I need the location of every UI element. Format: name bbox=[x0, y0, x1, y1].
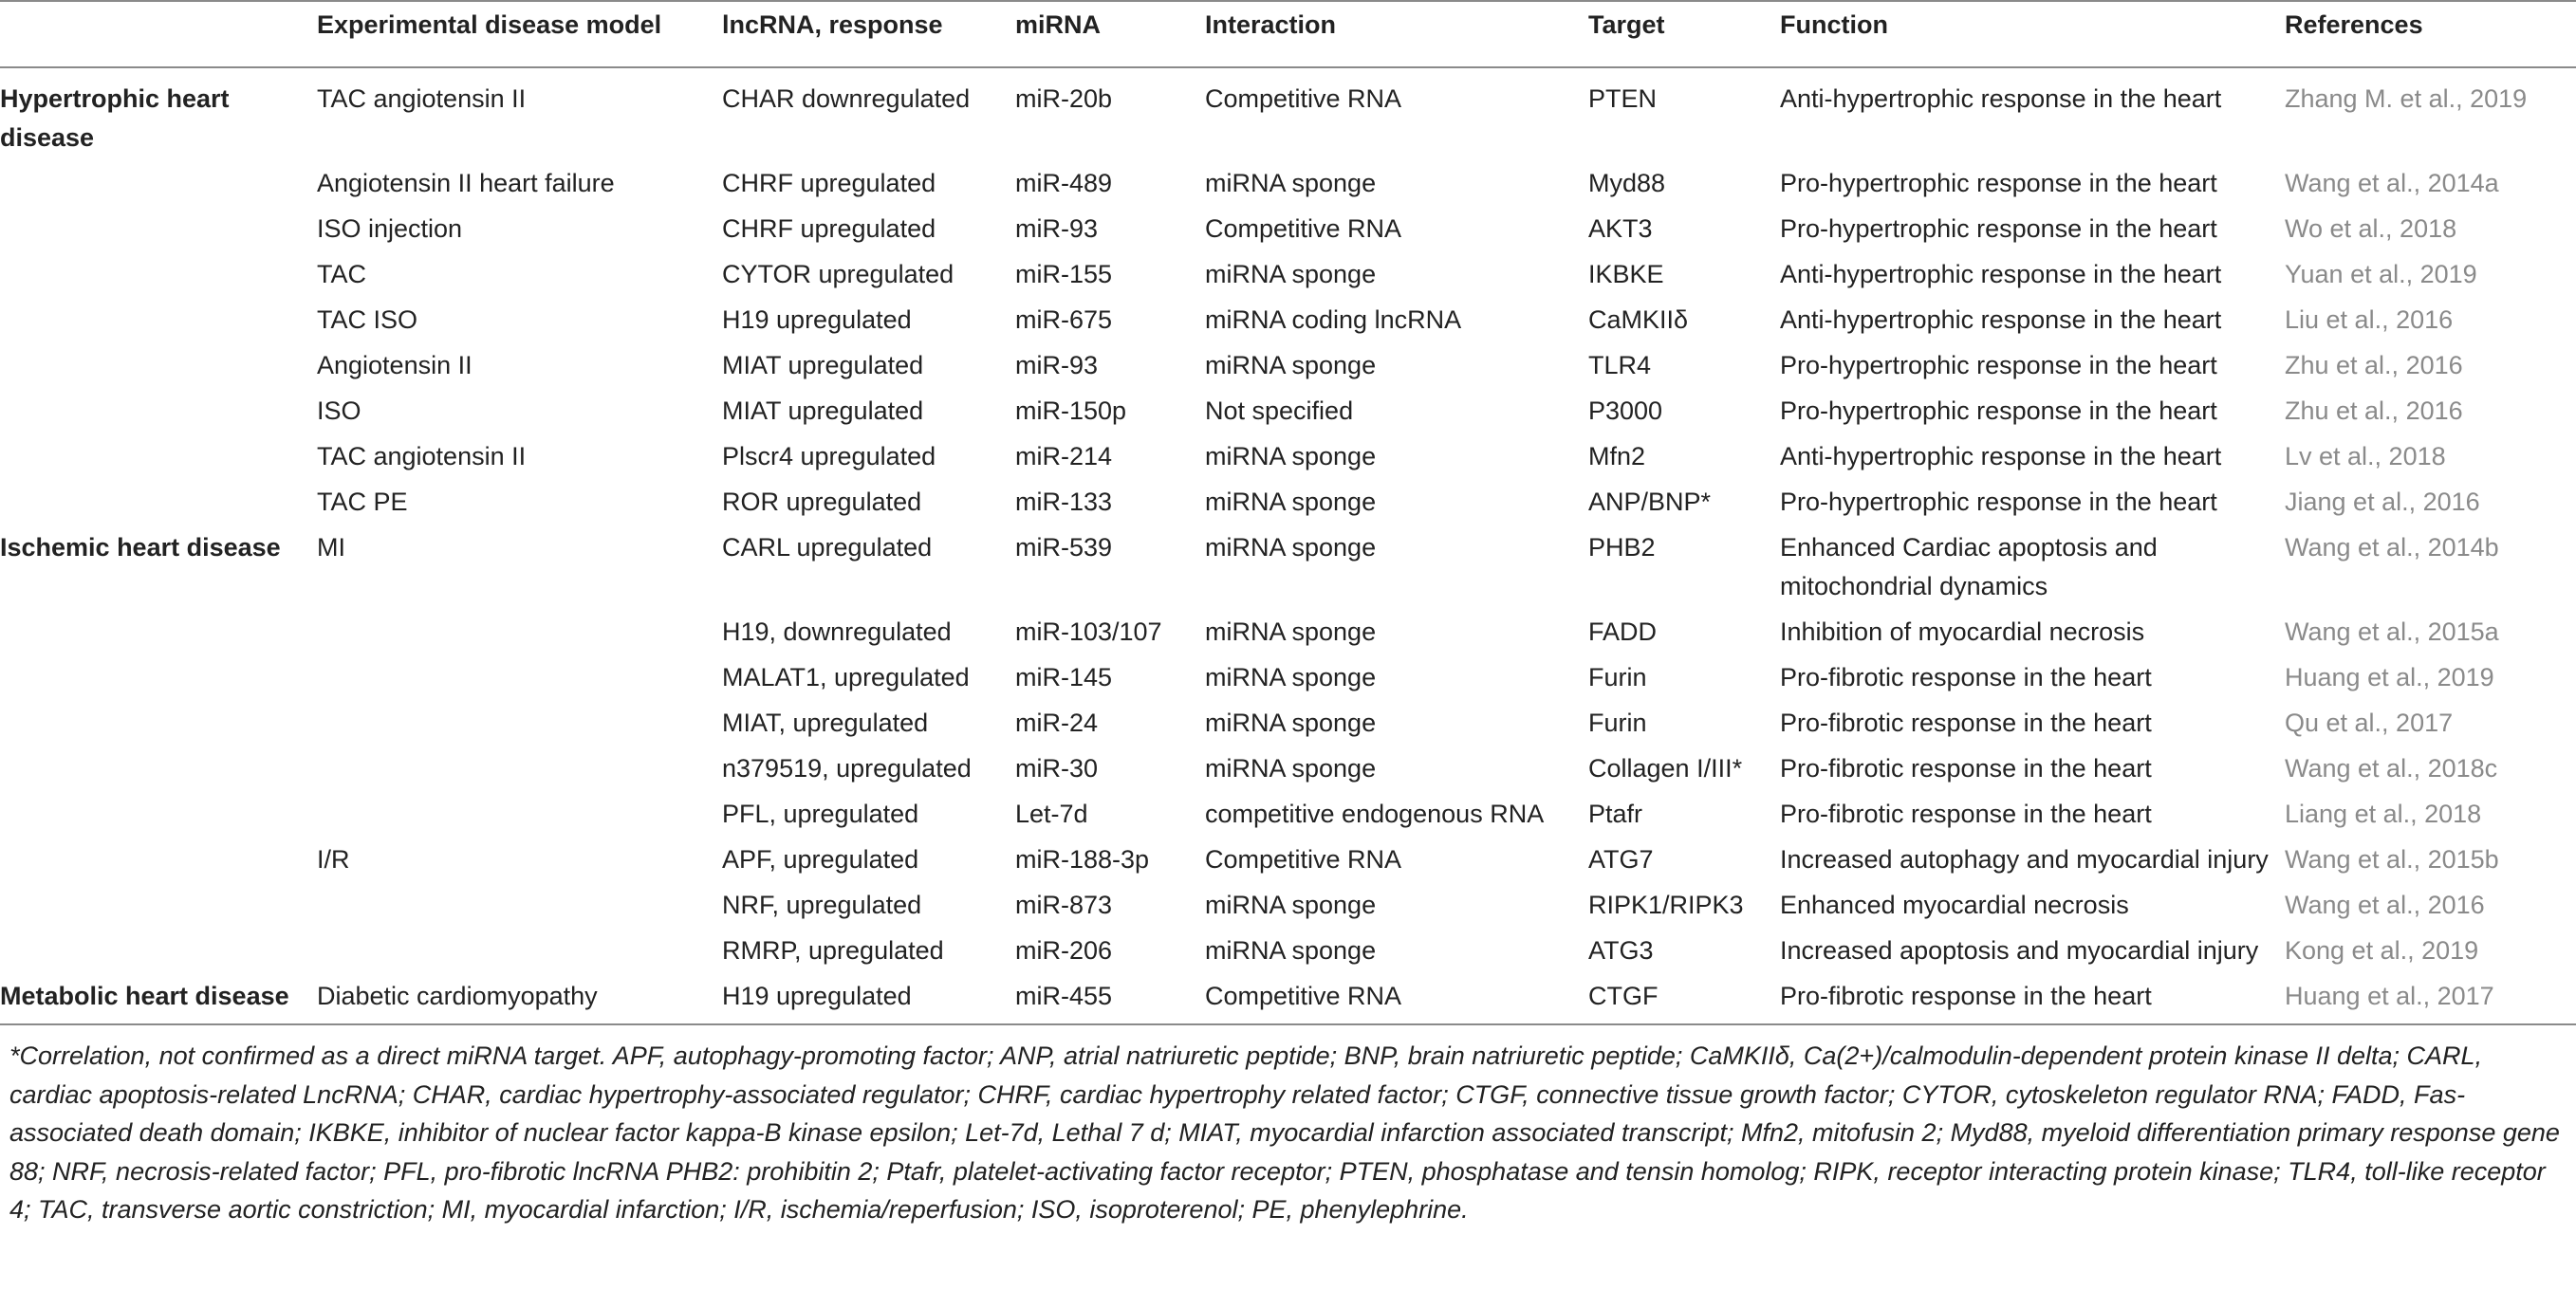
mirna-cell: miR-188-3p bbox=[1015, 845, 1150, 874]
target-cell: PTEN bbox=[1588, 84, 1658, 113]
table-row bbox=[0, 972, 2576, 1024]
mirna-cell: miR-103/107 bbox=[1015, 617, 1162, 646]
target-cell: TLR4 bbox=[1588, 351, 1652, 379]
interaction-cell: competitive endogenous RNA bbox=[1205, 800, 1545, 828]
model-cell bbox=[317, 790, 722, 836]
table-row bbox=[0, 524, 2576, 608]
group-cell: Hypertrophic heart disease bbox=[0, 84, 230, 152]
lncrna-cell: n379519, upregulated bbox=[722, 754, 972, 783]
lncrna-mirna-table bbox=[0, 6, 2576, 1025]
interaction-cell: Not specified bbox=[1205, 396, 1354, 425]
col-header-model: Experimental disease model bbox=[317, 6, 722, 67]
table-row bbox=[0, 387, 2576, 433]
reference-link[interactable]: Wang et al., 2015a bbox=[2285, 617, 2499, 646]
target-cell: Myd88 bbox=[1588, 169, 1666, 197]
table-row bbox=[0, 205, 2576, 250]
mirna-cell: miR-24 bbox=[1015, 709, 1099, 737]
group-cell bbox=[0, 341, 317, 387]
model-cell: TAC angiotensin II bbox=[317, 442, 527, 470]
interaction-cell: miRNA sponge bbox=[1205, 533, 1377, 562]
col-header-target: Target bbox=[1588, 6, 1780, 67]
group-cell bbox=[0, 654, 317, 699]
interaction-cell: miRNA sponge bbox=[1205, 351, 1377, 379]
group-cell bbox=[0, 790, 317, 836]
target-cell: RIPK1/RIPK3 bbox=[1588, 891, 1744, 919]
group-cell bbox=[0, 608, 317, 654]
function-cell: Anti-hypertrophic response in the heart bbox=[1780, 442, 2222, 470]
group-cell bbox=[0, 250, 317, 296]
reference-link[interactable]: Wang et al., 2015b bbox=[2285, 845, 2499, 874]
reference-link[interactable]: Zhang M. et al., 2019 bbox=[2285, 84, 2528, 113]
group-cell bbox=[0, 699, 317, 745]
interaction-cell: Competitive RNA bbox=[1205, 84, 1402, 113]
reference-link[interactable]: Lv et al., 2018 bbox=[2285, 442, 2446, 470]
function-cell: Pro-fibrotic response in the heart bbox=[1780, 663, 2152, 691]
model-cell: TAC PE bbox=[317, 488, 408, 516]
reference-link[interactable]: Yuan et al., 2019 bbox=[2285, 260, 2477, 288]
function-cell: Anti-hypertrophic response in the heart bbox=[1780, 305, 2222, 334]
mirna-cell: miR-489 bbox=[1015, 169, 1113, 197]
lncrna-cell: PFL, upregulated bbox=[722, 800, 919, 828]
mirna-cell: miR-539 bbox=[1015, 533, 1113, 562]
group-cell bbox=[0, 836, 317, 881]
target-cell: PHB2 bbox=[1588, 533, 1656, 562]
col-header-mirna: miRNA bbox=[1015, 6, 1205, 67]
table-row bbox=[0, 250, 2576, 296]
function-cell: Increased apoptosis and myocardial injury bbox=[1780, 936, 2259, 965]
lncrna-cell: CHAR downregulated bbox=[722, 84, 971, 113]
group-cell bbox=[0, 387, 317, 433]
function-cell: Enhanced Cardiac apoptosis and mitochondrial dynamics bbox=[1780, 533, 2158, 600]
lncrna-cell: ROR upregulated bbox=[722, 488, 922, 516]
reference-link[interactable]: Wang et al., 2014b bbox=[2285, 533, 2499, 562]
model-cell: Angiotensin II bbox=[317, 351, 473, 379]
model-cell: I/R bbox=[317, 845, 350, 874]
function-cell: Pro-hypertrophic response in the heart bbox=[1780, 351, 2217, 379]
target-cell: P3000 bbox=[1588, 396, 1663, 425]
top-rule bbox=[0, 0, 2576, 2]
table-row bbox=[0, 341, 2576, 387]
function-cell: Pro-fibrotic response in the heart bbox=[1780, 800, 2152, 828]
reference-link[interactable]: Huang et al., 2017 bbox=[2285, 972, 2576, 1024]
function-cell: Anti-hypertrophic response in the heart bbox=[1780, 84, 2222, 113]
lncrna-cell: CYTOR upregulated bbox=[722, 260, 954, 288]
group-cell bbox=[0, 205, 317, 250]
reference-link[interactable]: Qu et al., 2017 bbox=[2285, 709, 2454, 737]
model-cell: TAC angiotensin II bbox=[317, 84, 527, 113]
target-cell: Furin bbox=[1588, 663, 1647, 691]
lncrna-cell: MIAT upregulated bbox=[722, 351, 924, 379]
table-row bbox=[0, 608, 2576, 654]
table-row bbox=[0, 699, 2576, 745]
interaction-cell: miRNA sponge bbox=[1205, 169, 1377, 197]
function-cell: Enhanced myocardial necrosis bbox=[1780, 891, 2129, 919]
function-cell: Pro-fibrotic response in the heart bbox=[1780, 972, 2285, 1024]
table-footnote: *Correlation, not confirmed as a direct miRNA target. APF, autophagy-promoting factor; ANP, atrial natriuretic peptide; BNP, brain natriuretic peptide; CaMKIIδ, Ca(2+)/calmodulin-dependent protein kinase II delta; CARL, cardiac apoptosis-related LncRNA; CHAR, cardiac hypertrophy-associated regulator; CHRF, cardiac hypertrophy related factor; CTGF, connective tissue growth factor; CYTOR, cytoskeleton regulator RNA; FADD, Fas-associated death domain; IKBKE, inhibitor of nuclear factor kappa-B kinase epsilon; Let-7d, Lethal 7 d; MIAT, myocardial infarction associated transcript; Mfn2, mitofusin 2; Myd88, myeloid differentiation primary response gene 88; NRF, necrosis-related factor; PFL, pro-fibrotic lncRNA PHB2: prohibitin 2; Ptafr, platelet-activating factor receptor; PTEN, phosphatase and tensin homolog; RIPK, receptor interacting protein kinase; TLR4, toll-like receptor 4; TAC, transverse aortic constriction; MI, myocardial infarction; I/R, ischemia/reperfusion; ISO, isoproterenol; PE, phenylephrine. bbox=[9, 1041, 2560, 1224]
model-cell bbox=[317, 654, 722, 699]
interaction-cell: miRNA sponge bbox=[1205, 936, 1377, 965]
model-cell: Angiotensin II heart failure bbox=[317, 169, 615, 197]
reference-link[interactable]: Liang et al., 2018 bbox=[2285, 800, 2482, 828]
group-cell bbox=[0, 433, 317, 478]
interaction-cell: Competitive RNA bbox=[1205, 845, 1402, 874]
interaction-cell: Competitive RNA bbox=[1205, 214, 1402, 243]
table-row bbox=[0, 159, 2576, 205]
mirna-cell: miR-206 bbox=[1015, 936, 1113, 965]
table-row bbox=[0, 927, 2576, 972]
col-header-function: Function bbox=[1780, 6, 2285, 67]
function-cell: Pro-hypertrophic response in the heart bbox=[1780, 488, 2217, 516]
lncrna-cell: Plscr4 upregulated bbox=[722, 442, 936, 470]
col-header-lncrna: lncRNA, response bbox=[722, 6, 1015, 67]
function-cell: Pro-hypertrophic response in the heart bbox=[1780, 396, 2217, 425]
group-cell bbox=[0, 745, 317, 790]
function-cell: Pro-hypertrophic response in the heart bbox=[1780, 169, 2217, 197]
target-cell: ATG7 bbox=[1588, 845, 1654, 874]
table-row bbox=[0, 433, 2576, 478]
table-row bbox=[0, 67, 2576, 159]
target-cell: IKBKE bbox=[1588, 260, 1664, 288]
lncrna-cell: H19 upregulated bbox=[722, 972, 1015, 1024]
group-cell: Ischemic heart disease bbox=[0, 533, 281, 562]
mirna-cell: miR-145 bbox=[1015, 663, 1113, 691]
function-cell: Pro-fibrotic response in the heart bbox=[1780, 754, 2152, 783]
model-cell: TAC bbox=[317, 260, 366, 288]
group-cell bbox=[0, 881, 317, 927]
mirna-cell: miR-214 bbox=[1015, 442, 1113, 470]
group-cell bbox=[0, 927, 317, 972]
mirna-cell: miR-155 bbox=[1015, 260, 1113, 288]
target-cell: Furin bbox=[1588, 709, 1647, 737]
target-cell: FADD bbox=[1588, 617, 1658, 646]
lncrna-cell: MIAT upregulated bbox=[722, 396, 924, 425]
interaction-cell: miRNA coding lncRNA bbox=[1205, 305, 1462, 334]
model-cell bbox=[317, 745, 722, 790]
target-cell: AKT3 bbox=[1588, 214, 1653, 243]
table-row bbox=[0, 790, 2576, 836]
lncrna-cell: CARL upregulated bbox=[722, 533, 933, 562]
group-cell bbox=[0, 296, 317, 341]
lncrna-cell: H19 upregulated bbox=[722, 305, 912, 334]
interaction-cell: miRNA sponge bbox=[1205, 709, 1377, 737]
header-row bbox=[0, 6, 2576, 67]
target-cell: CTGF bbox=[1588, 972, 1780, 1024]
reference-link[interactable]: Wang et al., 2014a bbox=[2285, 169, 2499, 197]
table-body bbox=[0, 67, 2576, 1024]
interaction-cell: miRNA sponge bbox=[1205, 754, 1377, 783]
mirna-cell: miR-93 bbox=[1015, 214, 1099, 243]
lncrna-cell: CHRF upregulated bbox=[722, 214, 936, 243]
group-cell bbox=[0, 478, 317, 524]
lncrna-cell: APF, upregulated bbox=[722, 845, 919, 874]
interaction-cell: Competitive RNA bbox=[1205, 972, 1588, 1024]
mirna-cell: miR-873 bbox=[1015, 891, 1113, 919]
mirna-cell: miR-30 bbox=[1015, 754, 1099, 783]
mirna-cell: miR-133 bbox=[1015, 488, 1113, 516]
col-header-references: References bbox=[2285, 6, 2576, 67]
col-header-interaction: Interaction bbox=[1205, 6, 1588, 67]
function-cell: Pro-fibrotic response in the heart bbox=[1780, 709, 2152, 737]
interaction-cell: miRNA sponge bbox=[1205, 442, 1377, 470]
lncrna-cell: H19, downregulated bbox=[722, 617, 952, 646]
model-cell bbox=[317, 608, 722, 654]
table-row bbox=[0, 745, 2576, 790]
col-header-group bbox=[0, 6, 317, 67]
target-cell: Mfn2 bbox=[1588, 442, 1646, 470]
interaction-cell: miRNA sponge bbox=[1205, 260, 1377, 288]
model-cell bbox=[317, 927, 722, 972]
model-cell: MI bbox=[317, 533, 345, 562]
lncrna-cell: MIAT, upregulated bbox=[722, 709, 929, 737]
model-cell: TAC ISO bbox=[317, 305, 418, 334]
table-row bbox=[0, 836, 2576, 881]
reference-link[interactable]: Liu et al., 2016 bbox=[2285, 305, 2454, 334]
group-cell: Metabolic heart disease bbox=[0, 972, 317, 1024]
function-cell: Anti-hypertrophic response in the heart bbox=[1780, 260, 2222, 288]
lncrna-cell: RMRP, upregulated bbox=[722, 936, 944, 965]
group-cell bbox=[0, 159, 317, 205]
model-cell bbox=[317, 699, 722, 745]
model-cell bbox=[317, 881, 722, 927]
model-cell: Diabetic cardiomyopathy bbox=[317, 972, 722, 1024]
target-cell: ATG3 bbox=[1588, 936, 1654, 965]
table-row bbox=[0, 478, 2576, 524]
target-cell: Ptafr bbox=[1588, 800, 1643, 828]
interaction-cell: miRNA sponge bbox=[1205, 663, 1377, 691]
model-cell: ISO bbox=[317, 396, 361, 425]
mirna-cell: miR-20b bbox=[1015, 84, 1113, 113]
interaction-cell: miRNA sponge bbox=[1205, 488, 1377, 516]
target-cell: ANP/BNP* bbox=[1588, 488, 1712, 516]
reference-link[interactable]: Wo et al., 2018 bbox=[2285, 214, 2457, 243]
reference-link[interactable]: Jiang et al., 2016 bbox=[2285, 488, 2480, 516]
mirna-cell: miR-150p bbox=[1015, 396, 1127, 425]
lncrna-cell: CHRF upregulated bbox=[722, 169, 936, 197]
reference-link[interactable]: Huang et al., 2019 bbox=[2285, 663, 2494, 691]
reference-link[interactable]: Zhu et al., 2016 bbox=[2285, 351, 2463, 379]
reference-link[interactable]: Kong et al., 2019 bbox=[2285, 936, 2479, 965]
mirna-cell: Let-7d bbox=[1015, 800, 1088, 828]
target-cell: Collagen I/III* bbox=[1588, 754, 1743, 783]
lncrna-cell: NRF, upregulated bbox=[722, 891, 922, 919]
target-cell: CaMKIIδ bbox=[1588, 305, 1689, 334]
lncrna-cell: MALAT1, upregulated bbox=[722, 663, 970, 691]
reference-link[interactable]: Wang et al., 2018c bbox=[2285, 754, 2498, 783]
function-cell: Inhibition of myocardial necrosis bbox=[1780, 617, 2145, 646]
table-row bbox=[0, 296, 2576, 341]
table-row bbox=[0, 654, 2576, 699]
interaction-cell: miRNA sponge bbox=[1205, 617, 1377, 646]
model-cell: ISO injection bbox=[317, 214, 463, 243]
mirna-cell: miR-93 bbox=[1015, 351, 1099, 379]
function-cell: Increased autophagy and myocardial injury bbox=[1780, 845, 2269, 874]
interaction-cell: miRNA sponge bbox=[1205, 891, 1377, 919]
mirna-cell: miR-675 bbox=[1015, 305, 1113, 334]
reference-link[interactable]: Wang et al., 2016 bbox=[2285, 891, 2485, 919]
reference-link[interactable]: Zhu et al., 2016 bbox=[2285, 396, 2463, 425]
function-cell: Pro-hypertrophic response in the heart bbox=[1780, 214, 2217, 243]
table-row bbox=[0, 881, 2576, 927]
mirna-cell: miR-455 bbox=[1015, 972, 1205, 1024]
